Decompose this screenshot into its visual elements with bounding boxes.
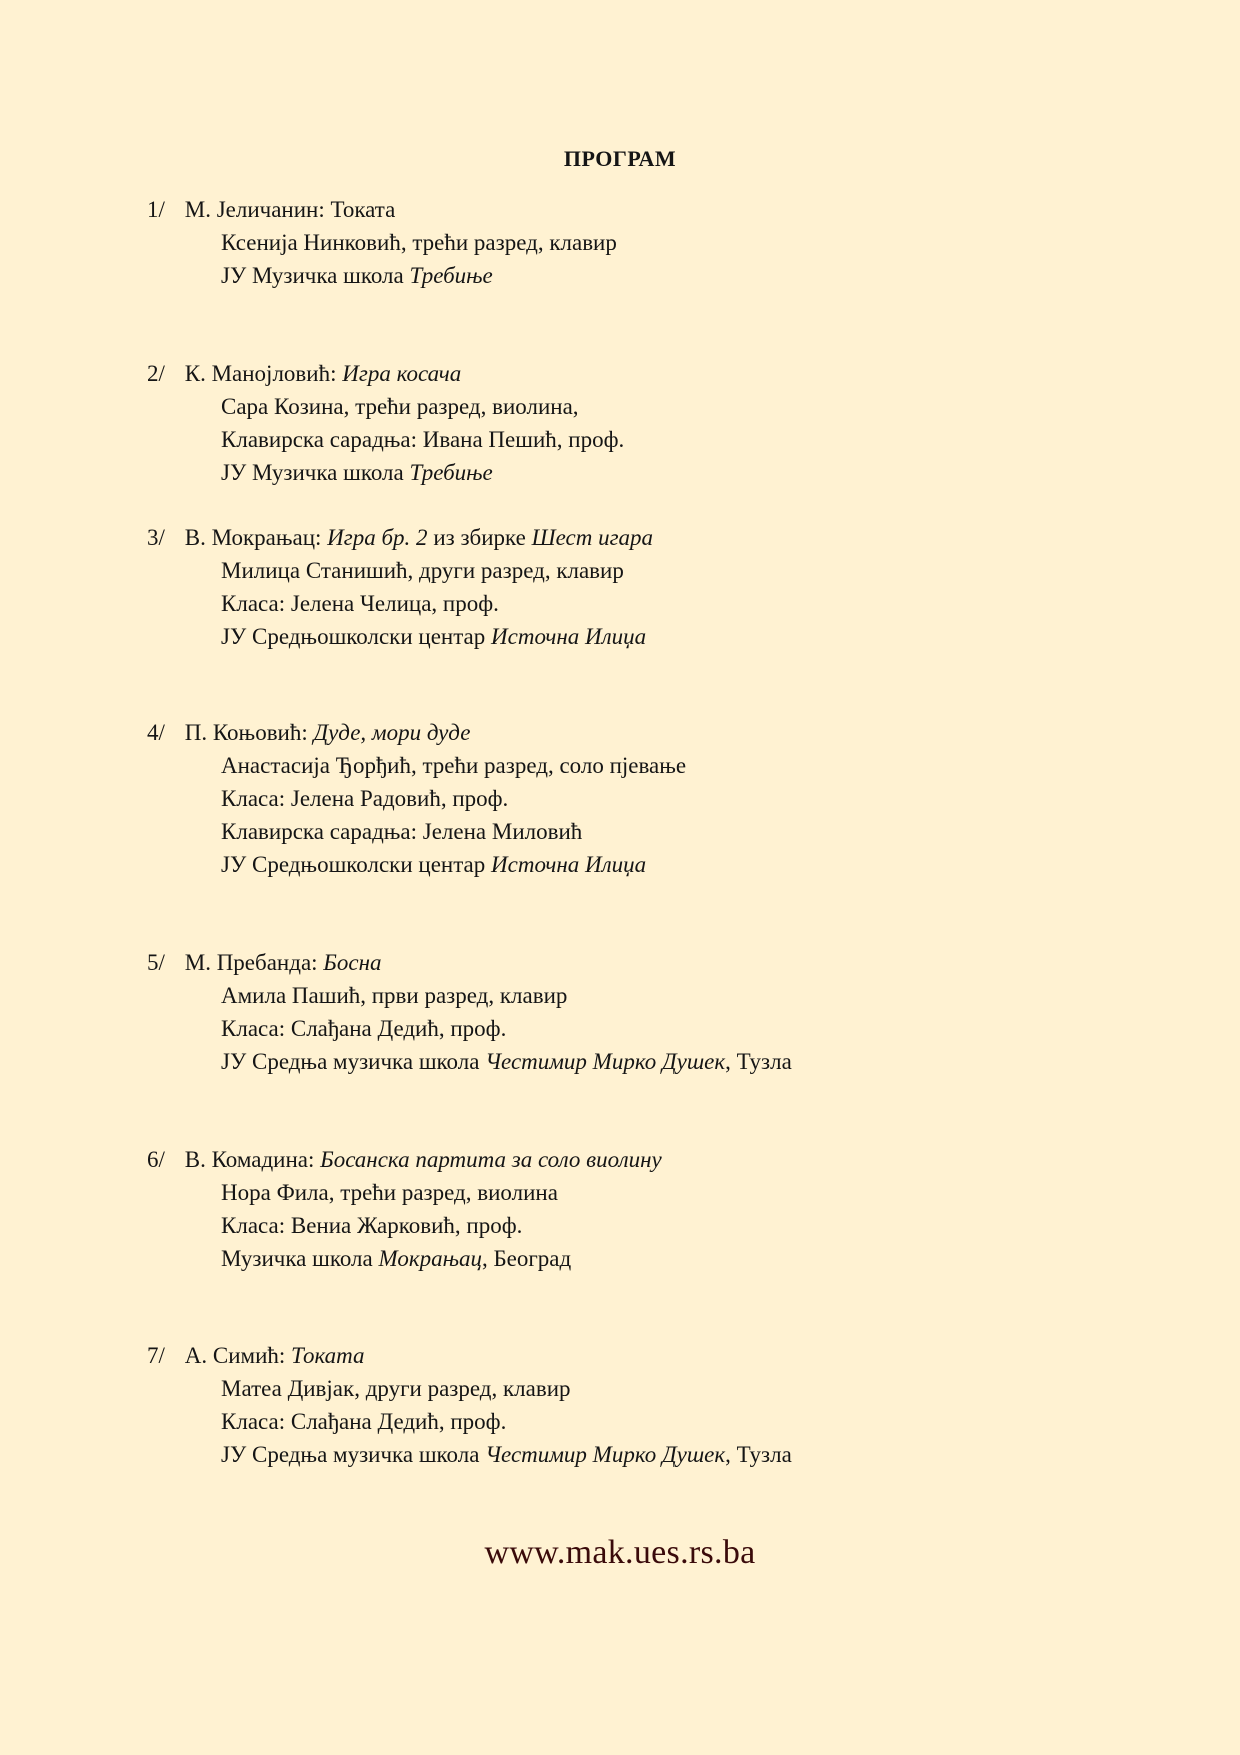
- school-text: Музичка школа: [221, 1246, 373, 1271]
- program-item-4: [147, 716, 1147, 881]
- composer: М. Пребанда:: [184, 950, 318, 975]
- accompanist-line: [147, 423, 1147, 456]
- item-number: 1/: [147, 197, 165, 222]
- school-line: [147, 848, 1147, 881]
- performer-line: [147, 979, 1147, 1012]
- school-line: [147, 1438, 1147, 1471]
- composer: П. Коњовић:: [184, 720, 308, 745]
- teacher-text: Класа: Слађана Дедић, проф.: [221, 1016, 507, 1041]
- school-line: [147, 1242, 1147, 1275]
- performer-line: [147, 554, 1147, 587]
- work-title: Игра бр. 2: [327, 525, 428, 550]
- performer-text: Анастасија Ђорђић, трећи разред, соло пјевање: [221, 753, 687, 778]
- performer-line: [147, 1372, 1147, 1405]
- performer-text: Матеа Дивјак, други разред, клавир: [221, 1376, 571, 1401]
- performer-text: Милица Станишић, други разред, клавир: [221, 558, 624, 583]
- item-heading: [147, 716, 1147, 749]
- footer-website-link[interactable]: www.mak.ues.rs.ba: [484, 1534, 756, 1571]
- program-item-3: [147, 521, 1147, 653]
- performer-text: Ксенија Нинковић, трећи разред, клавир: [221, 230, 617, 255]
- school-text: ЈУ Средња музичка школа: [221, 1049, 480, 1074]
- composer: В. Мокрањац:: [184, 525, 322, 550]
- composer: К. Манојловић:: [184, 361, 337, 386]
- program-item-5: [147, 946, 1147, 1078]
- program-item-2: [147, 357, 1147, 489]
- school-name-italic: Честимир Мирко Душек: [485, 1049, 726, 1074]
- item-number: 5/: [147, 950, 165, 975]
- program-item-6: [147, 1143, 1147, 1275]
- composer: М. Јеличанин:: [184, 197, 325, 222]
- school-text: ЈУ Средња музичка школа: [221, 1442, 480, 1467]
- accompanist-line: [147, 815, 1147, 848]
- performer-line: [147, 390, 1147, 423]
- teacher-line: [147, 1209, 1147, 1242]
- composer: В. Комадина:: [184, 1147, 315, 1172]
- collection-title: Шест игара: [531, 525, 654, 550]
- school-name-italic: Мокрањац: [378, 1246, 482, 1271]
- work-suffix: из збирке: [433, 525, 526, 550]
- school-text: ЈУ Музичка школа: [221, 460, 404, 485]
- teacher-text: Класа: Слађана Дедић, проф.: [221, 1409, 507, 1434]
- item-heading: [147, 1339, 1147, 1372]
- work-title: Игра косача: [342, 361, 462, 386]
- school-city: , Тузла: [725, 1049, 792, 1074]
- item-heading: [147, 1143, 1147, 1176]
- performer-line: [147, 749, 1147, 782]
- accompanist-text: Клавирска сарадња: Ивана Пешић, проф.: [221, 427, 625, 452]
- work-title: Босна: [323, 950, 382, 975]
- school-line: [147, 456, 1147, 489]
- program-item-7: [147, 1339, 1147, 1471]
- teacher-line: [147, 1012, 1147, 1045]
- performer-text: Сара Козина, трећи разред, виолина,: [221, 394, 579, 419]
- performer-text: Амила Пашић, први разред, клавир: [221, 983, 568, 1008]
- performer-line: [147, 226, 1147, 259]
- item-heading: [147, 521, 1147, 554]
- school-line: [147, 1045, 1147, 1078]
- item-number: 7/: [147, 1343, 165, 1368]
- school-line: [147, 620, 1147, 653]
- school-city: , Тузла: [725, 1442, 792, 1467]
- item-number: 6/: [147, 1147, 165, 1172]
- accompanist-text: Клавирска сарадња: Јелена Миловић: [221, 819, 583, 844]
- teacher-text: Класа: Јелена Челица, проф.: [221, 591, 499, 616]
- performer-line: [147, 1176, 1147, 1209]
- work-title: Токата: [330, 197, 396, 222]
- school-name-italic: Источна Илиџа: [491, 624, 647, 649]
- work-title: Дуде, мори дуде: [313, 720, 471, 745]
- item-heading: [147, 946, 1147, 979]
- teacher-text: Класа: Јелена Радовић, проф.: [221, 786, 509, 811]
- performer-text: Нора Фила, трећи разред, виолина: [221, 1180, 558, 1205]
- teacher-text: Класа: Вениа Жарковић, проф.: [221, 1213, 523, 1238]
- teacher-line: [147, 782, 1147, 815]
- school-city: , Београд: [481, 1246, 572, 1271]
- teacher-line: [147, 587, 1147, 620]
- item-heading: [147, 193, 1147, 226]
- item-number: 2/: [147, 361, 165, 386]
- work-title: Босанска партита за соло виолину: [320, 1147, 662, 1172]
- school-text: ЈУ Средњошколски центар: [221, 852, 486, 877]
- school-name-italic: Источна Илиџа: [491, 852, 647, 877]
- school-name-italic: Требиње: [409, 263, 493, 288]
- item-heading: [147, 357, 1147, 390]
- composer: А. Симић:: [184, 1343, 286, 1368]
- school-text: ЈУ Музичка школа: [221, 263, 404, 288]
- work-title: Токата: [291, 1343, 365, 1368]
- teacher-line: [147, 1405, 1147, 1438]
- school-name-italic: Требиње: [409, 460, 493, 485]
- item-number: 4/: [147, 720, 165, 745]
- program-item-1: [147, 193, 1147, 292]
- page-title: ПРОГРАМ: [563, 146, 677, 171]
- school-text: ЈУ Средњошколски центар: [221, 624, 486, 649]
- school-name-italic: Честимир Мирко Душек: [485, 1442, 726, 1467]
- school-line: [147, 259, 1147, 292]
- item-number: 3/: [147, 525, 165, 550]
